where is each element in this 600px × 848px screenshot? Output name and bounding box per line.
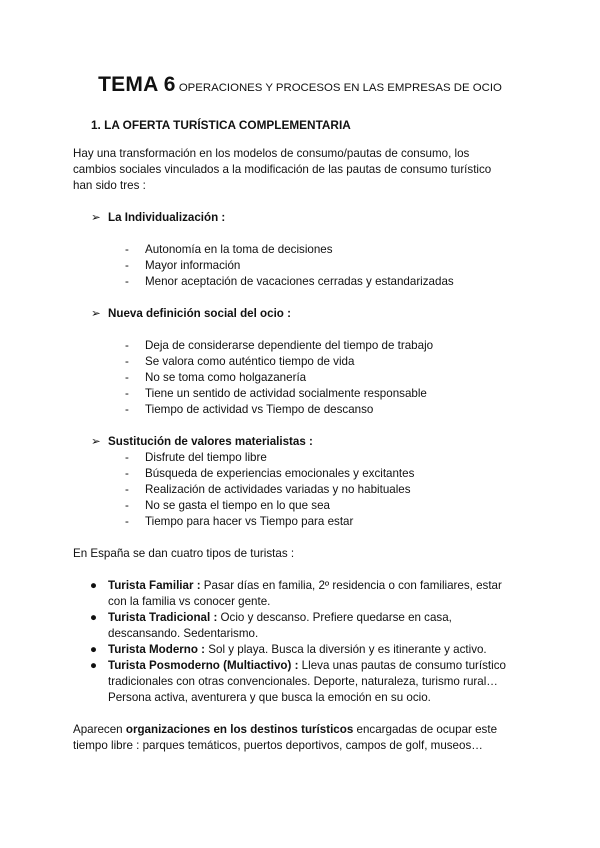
- dash-bullet: -: [125, 355, 129, 368]
- list-item: [125, 514, 353, 530]
- intro-line-2: cambios sociales vinculados a la modificación de las pautas de consumo turístico: [73, 163, 492, 176]
- closing-pre: Aparecen: [73, 723, 126, 736]
- list-item: [125, 386, 427, 402]
- dash-bullet: -: [125, 243, 129, 256]
- group-heading-valores-materialistas: [91, 434, 313, 450]
- dash-bullet: -: [125, 403, 129, 416]
- list-item: [125, 274, 454, 290]
- list-item: [125, 450, 267, 466]
- arrow-bullet-icon: ➢: [91, 211, 101, 224]
- arrow-bullet-icon: ➢: [91, 307, 101, 320]
- closing-bold: organizaciones en los destinos turísticos: [125, 723, 354, 736]
- group-heading-label: Sustitución de valores materialistas :: [108, 435, 313, 448]
- dash-bullet: -: [125, 387, 129, 400]
- document-title: [0, 73, 600, 97]
- tourist-description-cont: tradicionales con otras convencionales. Deporte, naturaleza, turismo rural…: [108, 675, 498, 688]
- tourists-intro: En España se dan cuatro tipos de turistas :: [73, 547, 295, 560]
- dash-bullet: -: [125, 467, 129, 480]
- arrow-bullet-icon: ➢: [91, 435, 101, 448]
- tourist-description-cont: Persona activa, aventurera y que busca la emoción en su ocio.: [108, 691, 431, 704]
- list-item-text: Deja de considerarse dependiente del tiempo de trabajo: [145, 339, 434, 352]
- tourist-description: Sol y playa. Busca la diversión y es itinerante y activo.: [205, 643, 487, 656]
- dash-bullet: -: [125, 259, 129, 272]
- section-heading: 1. LA OFERTA TURÍSTICA COMPLEMENTARIA: [91, 118, 351, 132]
- list-item-text: Se valora como auténtico tiempo de vida: [145, 355, 355, 368]
- list-item-text: No se toma como holgazanería: [145, 371, 307, 384]
- group-heading-definicion-ocio: [91, 306, 291, 322]
- tourist-item-familiar: [90, 578, 502, 594]
- list-item-text: No se gasta el tiempo en lo que sea: [145, 499, 330, 512]
- intro-line-1: Hay una transformación en los modelos de consumo/pautas de consumo, los: [73, 147, 470, 160]
- list-item-text: Disfrute del tiempo libre: [145, 451, 267, 464]
- tourist-description: Lleva unas pautas de consumo turístico: [298, 659, 506, 672]
- list-item-text: Mayor información: [145, 259, 241, 272]
- title-topic-name: OPERACIONES Y PROCESOS EN LAS EMPRESAS DE OCIO: [178, 82, 502, 94]
- tourist-label: Turista Tradicional :: [108, 611, 218, 624]
- list-item-text: Tiempo de actividad vs Tiempo de descanso: [145, 403, 374, 416]
- bullet-dot-icon: ●: [90, 659, 98, 672]
- list-item-text: Menor aceptación de vacaciones cerradas y estandarizadas: [145, 275, 454, 288]
- closing-line-1: [73, 722, 497, 738]
- list-item: [125, 402, 373, 418]
- dash-bullet: -: [125, 483, 129, 496]
- tourist-description: Ocio y descanso. Prefiere quedarse en casa,: [217, 611, 452, 624]
- group-heading-label: La Individualización :: [108, 211, 226, 224]
- tourist-label: Turista Moderno :: [108, 643, 206, 656]
- closing-post: encargadas de ocupar este: [353, 723, 498, 736]
- group-heading-label: Nueva definición social del ocio :: [108, 307, 291, 320]
- bullet-dot-icon: ●: [90, 643, 98, 656]
- group-heading-individualizacion: [91, 210, 225, 226]
- bullet-dot-icon: ●: [90, 611, 98, 624]
- tourist-description-cont: descansando. Sedentarismo.: [108, 627, 259, 640]
- tourist-label: Turista Familiar :: [108, 579, 201, 592]
- title-topic-number: TEMA 6: [98, 73, 176, 96]
- list-item: [125, 482, 411, 498]
- list-item: [125, 354, 354, 370]
- dash-bullet: -: [125, 451, 129, 464]
- tourist-description-cont: con la familia vs conocer gente.: [108, 595, 271, 608]
- list-item-text: Autonomía en la toma de decisiones: [145, 243, 333, 256]
- intro-line-3: han sido tres :: [73, 179, 146, 192]
- list-item: [125, 370, 306, 386]
- tourist-label: Turista Posmoderno (Multiactivo) :: [108, 659, 299, 672]
- list-item-text: Tiene un sentido de actividad socialmente responsable: [145, 387, 427, 400]
- list-item: [125, 258, 240, 274]
- dash-bullet: -: [125, 371, 129, 384]
- closing-line-2: tiempo libre : parques temáticos, puertos deportivos, campos de golf, museos…: [73, 739, 483, 752]
- dash-bullet: -: [125, 515, 129, 528]
- list-item: [125, 242, 333, 258]
- list-item: [125, 466, 414, 482]
- tourist-description: Pasar días en familia, 2º residencia o con familiares, estar: [200, 579, 502, 592]
- tourist-item-posmoderno: [90, 658, 506, 674]
- tourist-item-tradicional: [90, 610, 452, 626]
- dash-bullet: -: [125, 499, 129, 512]
- dash-bullet: -: [125, 339, 129, 352]
- list-item: [125, 338, 433, 354]
- bullet-dot-icon: ●: [90, 579, 98, 592]
- list-item-text: Realización de actividades variadas y no habituales: [145, 483, 411, 496]
- list-item-text: Búsqueda de experiencias emocionales y excitantes: [145, 467, 415, 480]
- list-item: [125, 498, 330, 514]
- list-item-text: Tiempo para hacer vs Tiempo para estar: [145, 515, 354, 528]
- dash-bullet: -: [125, 275, 129, 288]
- tourist-item-moderno: [90, 642, 487, 658]
